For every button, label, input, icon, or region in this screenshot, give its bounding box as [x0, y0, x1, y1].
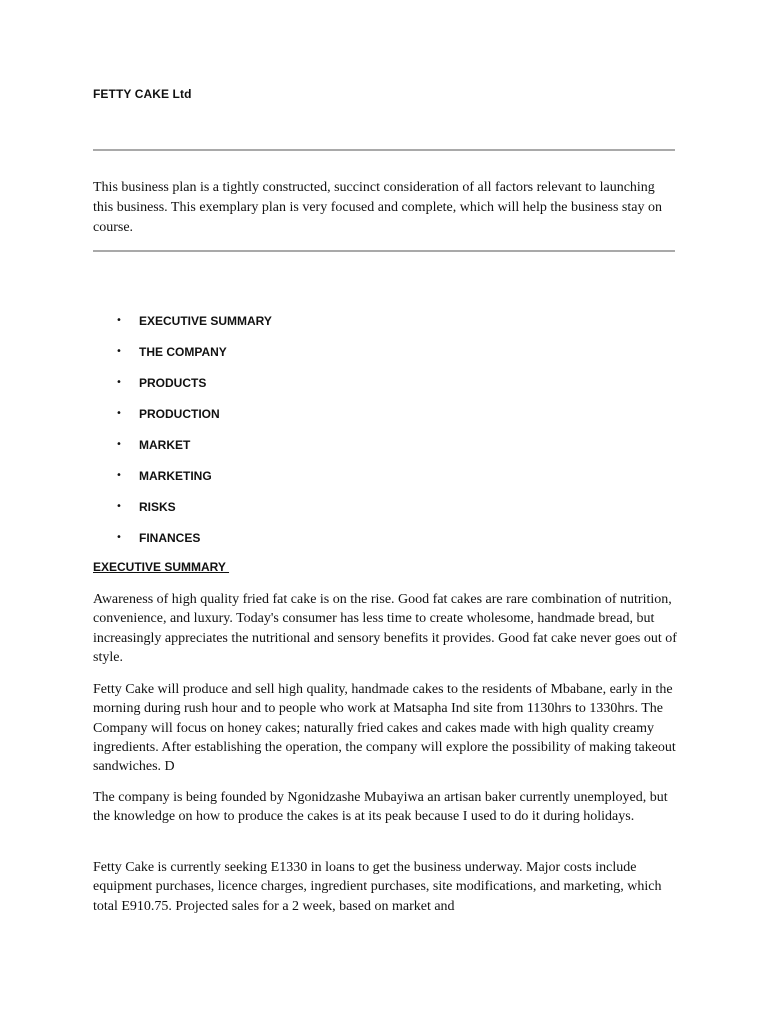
- executive-summary-paragraph-3: The company is being founded by Ngonidzashe Mubayiwa an artisan baker currently unemployed, but the knowledge on how to produce the cakes is at its peak because I used to do it during holidays.: [93, 790, 668, 825]
- bullet-icon: •: [116, 346, 122, 357]
- bullet-icon: •: [116, 377, 122, 388]
- toc-item-executive-summary: [116, 310, 272, 341]
- toc-item-products: [116, 372, 272, 403]
- bullet-icon: •: [116, 470, 122, 481]
- toc-item-label: MARKETING: [139, 469, 212, 483]
- executive-summary-paragraph-1: Awareness of high quality fried fat cake is on the rise. Good fat cakes are rare combination of nutrition, convenience, and luxury. Today's consumer has less time to create wholesome, handmade bread, but increasingly appreciates the nutritional and sensory benefits it provides. Good fat cake never goes out of style.: [93, 592, 677, 665]
- toc-item-risks: [116, 496, 272, 527]
- toc-item-label: PRODUCTION: [139, 407, 220, 421]
- table-of-contents: [116, 310, 272, 558]
- toc-item-finances: [116, 527, 272, 558]
- toc-item-label: RISKS: [139, 500, 176, 514]
- bullet-icon: •: [116, 315, 122, 326]
- toc-item-production: [116, 403, 272, 434]
- bullet-icon: •: [116, 501, 122, 512]
- toc-item-the-company: [116, 341, 272, 372]
- executive-summary-paragraph-4: Fetty Cake is currently seeking E1330 in loans to get the business underway. Major costs include equipment purchases, licence charges, ingredient purchases, site modifications, and marketing, which total E910.75. Projected sales for a 2 week, based on market and: [93, 860, 662, 914]
- horizontal-rule-top: [93, 149, 675, 151]
- toc-item-label: PRODUCTS: [139, 376, 207, 390]
- toc-item-label: MARKET: [139, 438, 191, 452]
- toc-item-label: EXECUTIVE SUMMARY: [139, 314, 272, 328]
- toc-item-label: THE COMPANY: [139, 345, 227, 359]
- bullet-icon: •: [116, 408, 122, 419]
- bullet-icon: •: [116, 532, 122, 543]
- bullet-icon: •: [116, 439, 122, 450]
- intro-paragraph: This business plan is a tightly constructed, succinct consideration of all factors relevant to launching this business. This exemplary plan is very focused and complete, which will help the business stay on course.: [93, 180, 662, 235]
- toc-item-market: [116, 434, 272, 465]
- toc-item-marketing: [116, 465, 272, 496]
- executive-summary-paragraph-2: Fetty Cake will produce and sell high quality, handmade cakes to the residents of Mbabane, early in the morning during rush hour and to people who work at Matsapha Ind site from 1130hrs to 1330hrs. The Company will focus on honey cakes; naturally fried cakes and cakes made with high quality creamy ingredients. After establishing the operation, the company will explore the possibility of making takeout sandwiches. D: [93, 682, 676, 775]
- company-title: FETTY CAKE Ltd: [93, 87, 192, 101]
- toc-item-label: FINANCES: [139, 531, 201, 545]
- executive-summary-heading: EXECUTIVE SUMMARY: [93, 560, 230, 574]
- horizontal-rule-bottom: [93, 250, 675, 252]
